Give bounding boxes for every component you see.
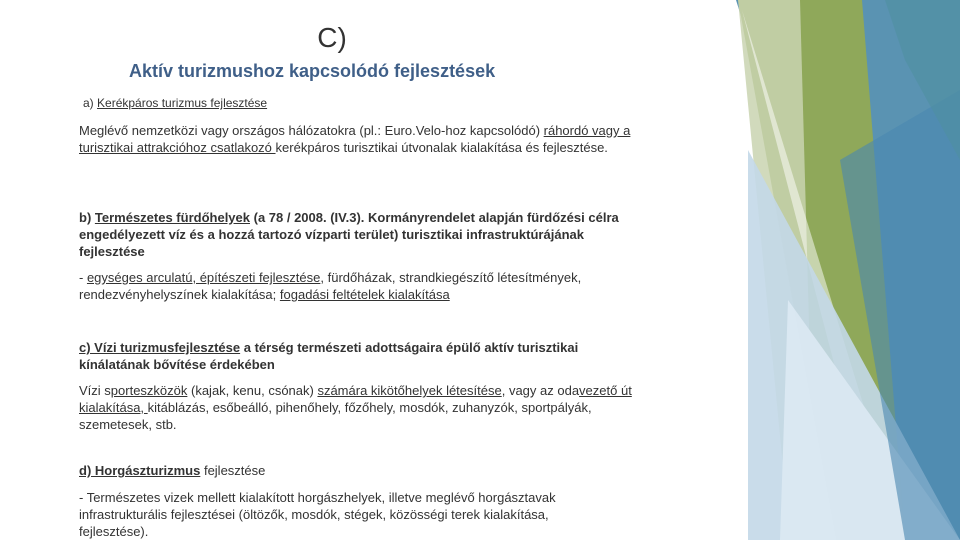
section-d-title-rest: fejlesztése	[200, 463, 266, 478]
section-a-body	[79, 123, 639, 157]
section-a-body-2: ráhordó vagy a turisztikai attrakcióhoz csatlakozó	[79, 123, 631, 155]
slide-title: C)	[317, 22, 347, 53]
section-d-title: d) Horgászturizmus	[79, 463, 201, 478]
section-c-body-2: porteszközök	[110, 383, 188, 398]
section-a-heading	[83, 95, 267, 112]
section-a-body-1: Meglévő nemzetközi vagy országos hálózatokra (pl.: Euro.Velo-hoz kapcsolódó)	[79, 123, 544, 138]
section-b-title: Természetes fürdőhelyek	[94, 210, 250, 225]
section-b-body-2: egységes arculatú, építészeti fejlesztése	[86, 270, 321, 285]
section-c-body-1: Vízi s	[79, 383, 111, 398]
section-c-title-rest: a térség természeti adottságaira épülő aktív turisztikai kínálatának bővítése érdekében	[79, 340, 579, 372]
section-a-title: Kerékpáros turizmus fejlesztése	[97, 96, 268, 110]
section-c-body-4: számára kikötőhelyek létesítése	[317, 383, 502, 398]
section-b-prefix: b)	[79, 210, 95, 225]
section-c-heading	[79, 340, 639, 374]
section-c-title: c) Vízi turizmusfejlesztése	[79, 340, 241, 355]
section-c-body-3: (kajak, kenu, csónak)	[187, 383, 318, 398]
section-c-body-7: kitáblázás, esőbeálló, pihenőhely, főzőhely, mosdók, zuhanyzók, sportpályák, szemetesek, stb.	[79, 399, 592, 432]
slide-subtitle: Aktív turizmushoz kapcsolódó fejlesztések	[129, 61, 496, 81]
section-b-title-rest: (a 78 / 2008. (IV.3). Kormányrendelet alapján fürdőzési célra engedélyezett víz és a hozzá tartozó vízparti terület) turisztikai infrastruktúrájának fejlesztése	[79, 210, 619, 259]
section-d-heading	[79, 463, 265, 480]
section-a-body-3: kerékpáros turisztikai útvonalak kialakítása és fejlesztése.	[275, 139, 608, 155]
section-a-prefix: a)	[83, 96, 98, 110]
section-c-body	[79, 383, 644, 433]
section-b-body-3: , fürdőházak, strandkiegészítő létesítmények, rendezvényhelyszínek kialakítása;	[79, 270, 582, 302]
section-b-body-4: fogadási feltételek kialakítása	[279, 286, 450, 302]
section-b-body-1: -	[79, 270, 87, 285]
section-b-heading	[79, 210, 639, 260]
section-d-body: - Természetes vizek mellett kialakított horgászhelyek, illetve meglévő horgásztavak infrastrukturális fejlesztései (öltözők, mosdók, stégek, közösségi terek kialakítása, fejlesztése).	[79, 490, 556, 539]
section-b-body	[79, 270, 654, 304]
section-c-body-6: vezető út kialakítása,	[79, 383, 632, 415]
section-c-body-5: , vagy az oda	[501, 383, 580, 398]
